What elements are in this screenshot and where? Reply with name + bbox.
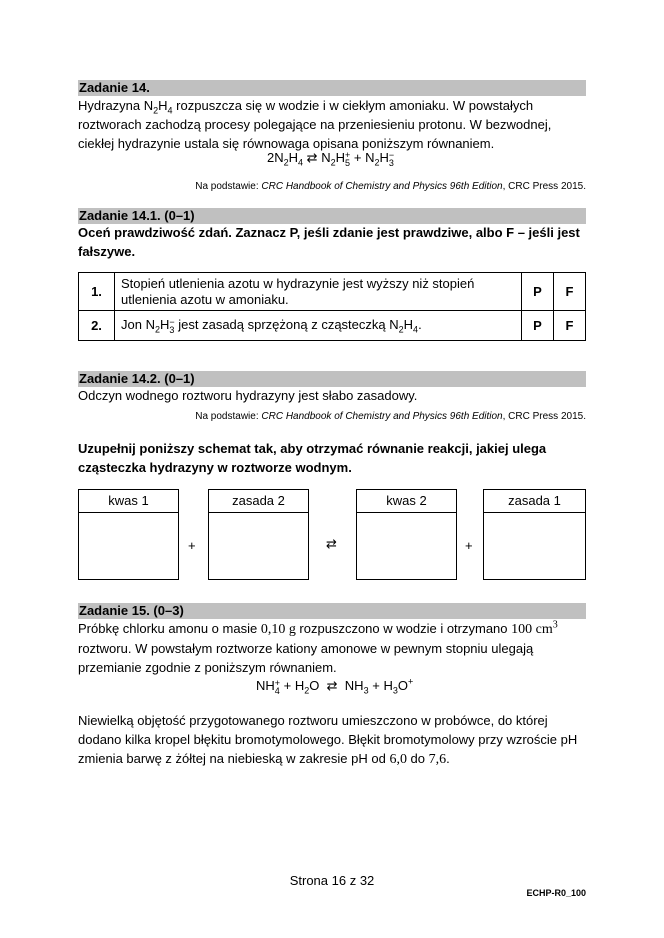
- answer-box-acid-1[interactable]: [78, 489, 179, 580]
- box-label: zasada 2: [209, 490, 308, 513]
- plus-sign: +: [465, 538, 473, 553]
- task14-header: Zadanie 14.: [78, 80, 586, 96]
- plus-sign: +: [188, 538, 196, 553]
- box-label: kwas 2: [357, 490, 456, 513]
- task15-header: Zadanie 15. (0–3): [78, 603, 586, 619]
- true-false-table: [78, 272, 586, 341]
- task15-equation: NH + 4 + $H_2O$ ⇄ $NH_3 + H_3O^+$: [256, 676, 414, 696]
- true-option[interactable]: P: [522, 311, 554, 341]
- task15-paragraph-1: Próbkę chlorku amonu o masie 0,10 g rozpuszczono w wodzie i otrzymano 100 $cm^3$ roztworu. W powstałym roztworze kationy amonowe w pewnym stopniu ulegają przemianie zgodnie z poniższym równaniem.: [78, 619, 558, 675]
- equilibrium-arrow: ⇄: [326, 536, 337, 551]
- answer-box-acid-2[interactable]: [356, 489, 457, 580]
- task14-equation: $2N_2H_4$ ⇄ $N_2H$ + 5 + $N_2H$ − 3: [267, 149, 395, 168]
- task14-2-header: Zadanie 14.2. (0–1): [78, 371, 586, 387]
- answer-box-base-1[interactable]: [483, 489, 586, 580]
- table-row: [79, 311, 586, 341]
- box-label: zasada 1: [484, 490, 585, 513]
- task14-intro: Hydrazyna $N_2H_4$ rozpuszcza się w wodzie i w ciekłym amoniaku. W powstałych roztworach zachodzą procesy polegające na przeniesieniu protonu. W bezwodnej, ciekłej hydrazynie ustala się równowaga opisana poniższym równaniem.: [78, 98, 552, 151]
- task14-2-text: Odczyn wodnego roztworu hydrazyny jest słabo zasadowy.: [78, 388, 418, 403]
- box-label: kwas 1: [79, 490, 178, 513]
- true-option[interactable]: P: [522, 273, 554, 311]
- row-number: 2.: [79, 311, 115, 341]
- table-row: [79, 273, 586, 311]
- statement-text: Stopień utlenienia azotu w hydrazynie jest wyższy niż stopień utlenienia azotu w amoniaku.: [115, 273, 522, 311]
- task15-paragraph-2: Niewielką objętość przygotowanego roztworu umieszczono w probówce, do której dodano kilka kropel błękitu bromotymolowego. Błękit bromotymolowy przy wzroście pH zmienia barwę z żółtej na niebieską w zakresie pH od 6,0 do 7,6.: [78, 713, 578, 767]
- false-option[interactable]: F: [554, 273, 586, 311]
- task14-1-instruction: Oceń prawdziwość zdań. Zaznacz P, jeśli zdanie jest prawdziwe, albo F – jeśli jest fałszywe.: [78, 225, 580, 259]
- statement-text: Jon $N_2H$ − 3 jest zasadą sprzężoną z cząsteczką $N_2H_4$.: [115, 311, 522, 341]
- task14-2-source: Na podstawie: CRC Handbook of Chemistry and Physics 96th Edition, CRC Press 2015.: [195, 411, 586, 422]
- answer-box-base-2[interactable]: [208, 489, 309, 580]
- page-number: Strona 16 z 32: [289, 873, 375, 888]
- false-option[interactable]: F: [554, 311, 586, 341]
- exam-code: ECHP-R0_100: [526, 888, 586, 898]
- row-number: 1.: [79, 273, 115, 311]
- task14-source: Na podstawie: CRC Handbook of Chemistry and Physics 96th Edition, CRC Press 2015.: [195, 181, 586, 192]
- task14-1-header: Zadanie 14.1. (0–1): [78, 208, 586, 224]
- task14-2-instruction: Uzupełnij poniższy schemat tak, aby otrzymać równanie reakcji, jakiej ulega cząsteczka hydrazyny w roztworze wodnym.: [78, 441, 547, 475]
